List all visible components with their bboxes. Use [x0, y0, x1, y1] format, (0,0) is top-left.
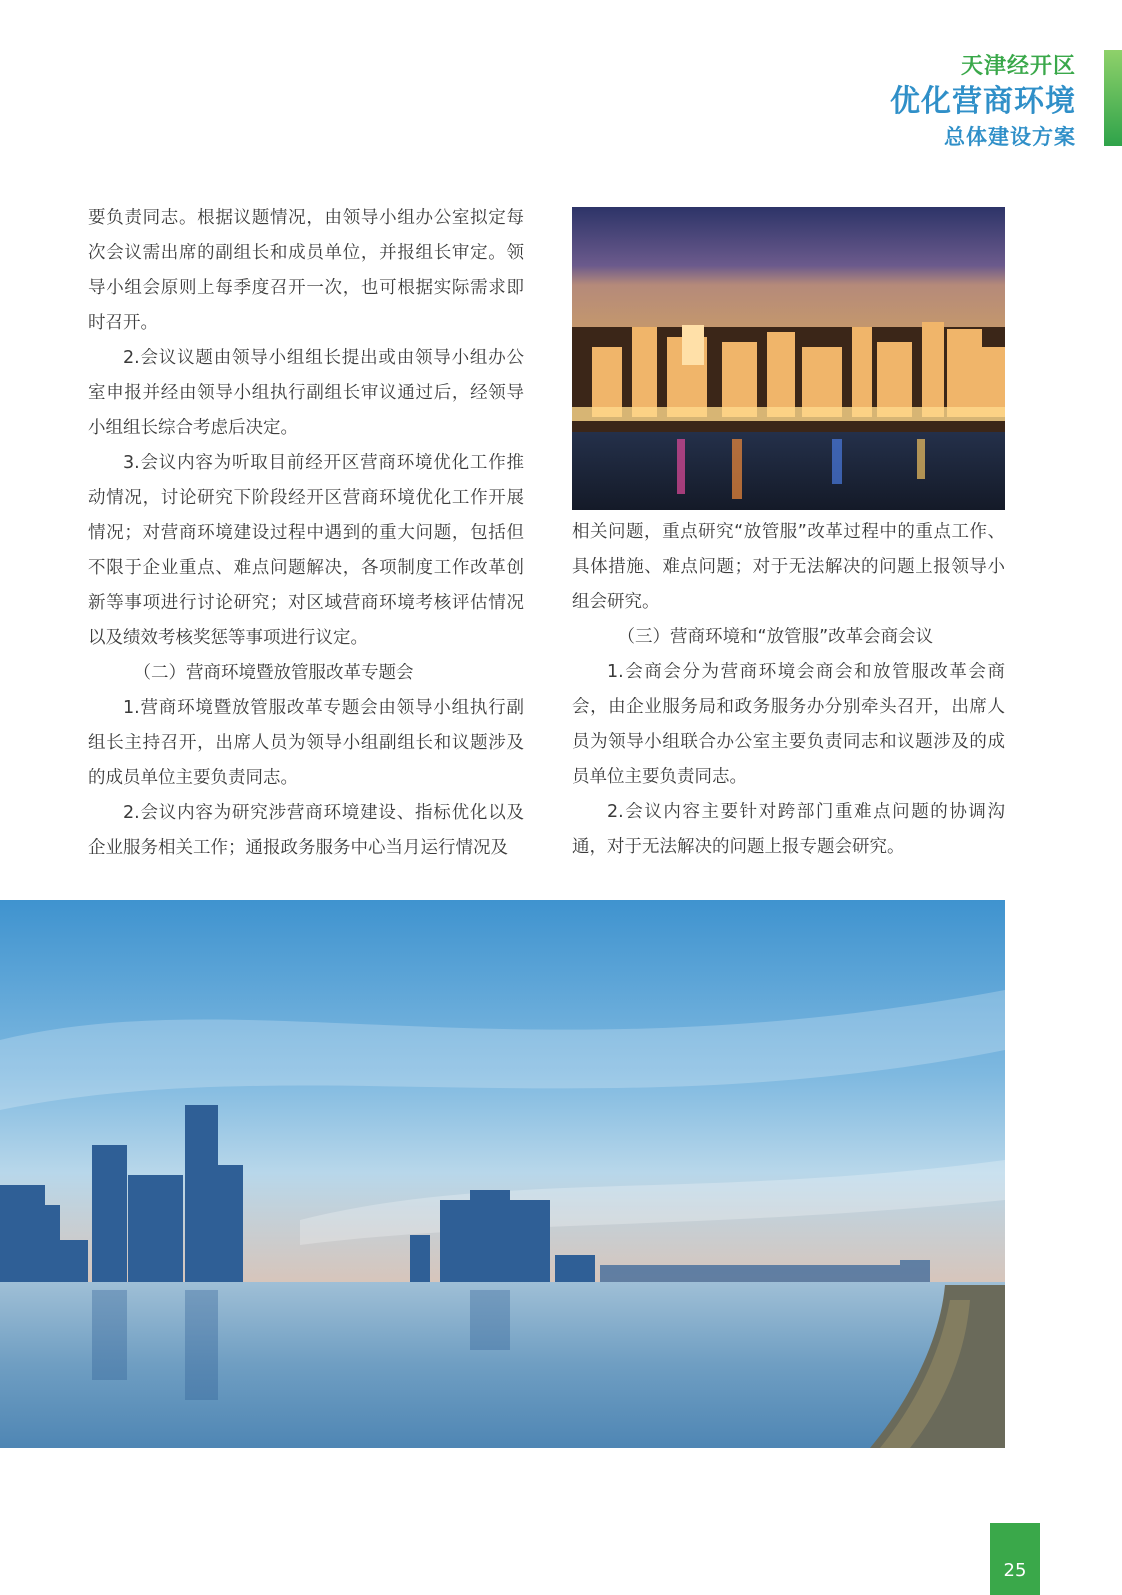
paragraph: 2.会议议题由领导小组组长提出或由领导小组办公室申报并经由领导小组执行副组长审议通过后，经领导小组组长综合考虑后决定。	[88, 348, 524, 438]
left-text-column	[88, 201, 524, 866]
paragraph: 2.会议内容为研究涉营商环境建设、指标优化以及企业服务相关工作；通报政务服务中心当月运行情况及	[88, 803, 524, 858]
section-heading: （三）营商环境和“放管服”改革会商会议	[617, 627, 934, 647]
paragraph: 1.会商会分为营商环境会商会和放管服改革会商会，由企业服务局和政务服务办分别牵头召开，出席人员为领导小组联合办公室主要负责同志和议题涉及的成员单位主要负责同志。	[572, 662, 1005, 787]
city-river-photo	[0, 900, 1005, 1448]
paragraph: 相关问题，重点研究“放管服”改革过程中的重点工作、具体措施、难点问题；对于无法解决的问题上报领导小组会研究。	[572, 522, 1005, 612]
section-heading: （二）营商环境暨放管服改革专题会	[133, 663, 414, 683]
header-accent-bar	[1104, 50, 1122, 146]
page-number: 25	[1003, 1560, 1027, 1581]
right-text-column	[572, 515, 1005, 865]
header-line-3: 总体建设方案	[944, 125, 1076, 149]
city-night-photo	[572, 207, 1005, 510]
paragraph: 要负责同志。根据议题情况，由领导小组办公室拟定每次会议需出席的副组长和成员单位，并报组长审定。领导小组会原则上每季度召开一次，也可根据实际需求即时召开。	[88, 208, 524, 333]
paragraph: 1.营商环境暨放管服改革专题会由领导小组执行副组长主持召开，出席人员为领导小组副组长和议题涉及的成员单位主要负责同志。	[88, 698, 524, 788]
page-header	[890, 52, 1076, 152]
header-line-1: 天津经开区	[960, 54, 1076, 79]
city-night-illustration	[572, 207, 1005, 510]
page-number-tab	[990, 1523, 1040, 1595]
paragraph: 2.会议内容主要针对跨部门重难点问题的协调沟通，对于无法解决的问题上报专题会研究。	[572, 802, 1005, 857]
header-line-2: 优化营商环境	[890, 84, 1076, 119]
paragraph: 3.会议内容为听取目前经开区营商环境优化工作推动情况，讨论研究下阶段经开区营商环境优化工作开展情况；对营商环境建设过程中遇到的重大问题，包括但不限于企业重点、难点问题解决，各项制度工作改革创新等事项进行讨论研究；对区域营商环境考核评估情况以及绩效考核奖惩等事项进行议定。	[88, 453, 524, 648]
city-river-illustration	[0, 900, 1005, 1448]
